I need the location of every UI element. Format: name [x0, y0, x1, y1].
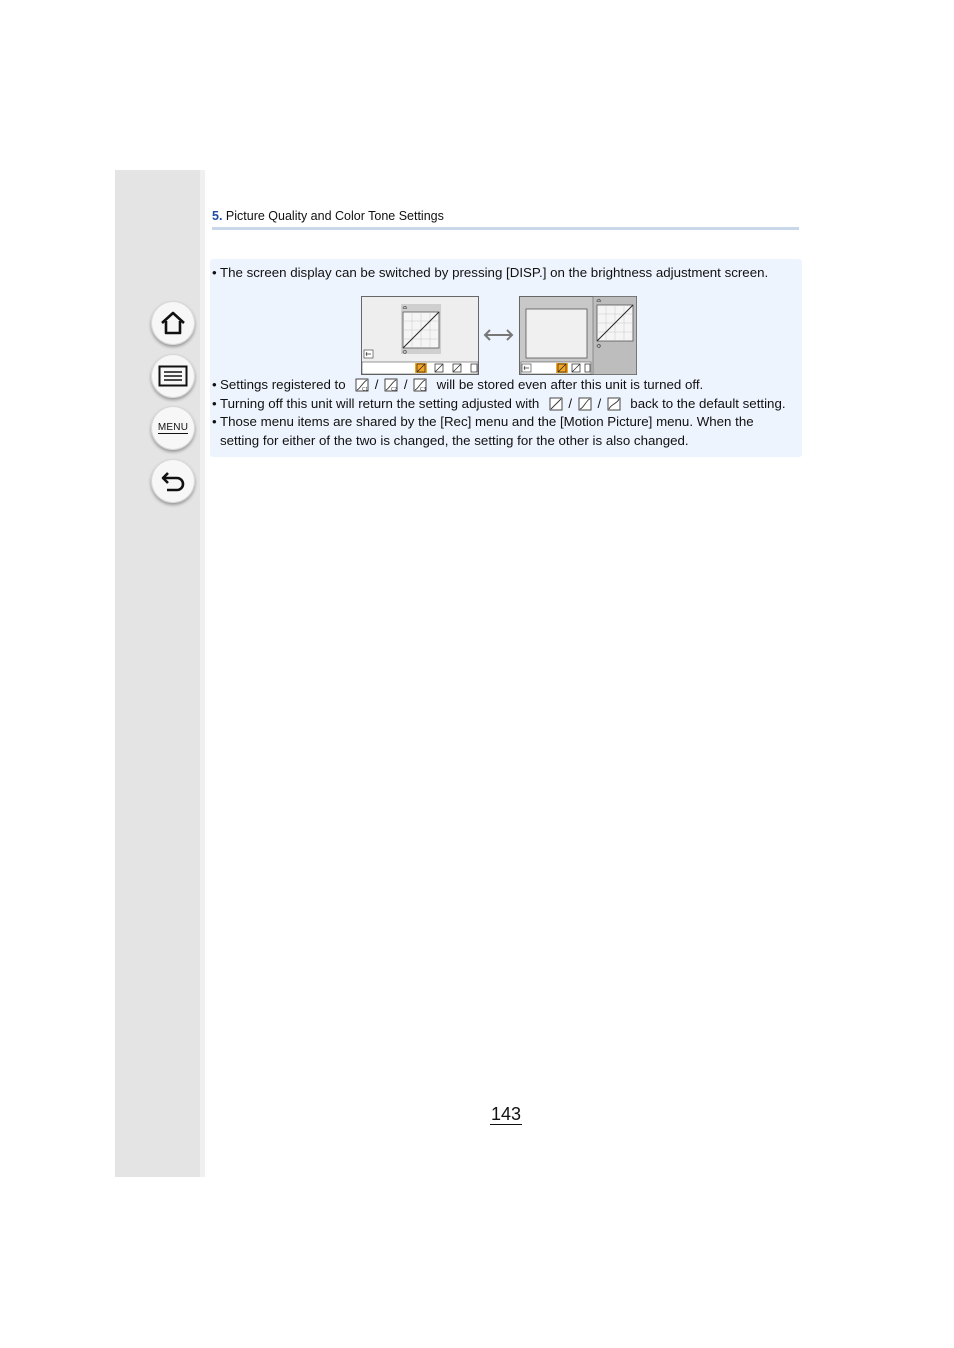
svg-text:C2: C2 [391, 387, 398, 392]
chapter-title: Picture Quality and Color Tone Settings [225, 209, 444, 223]
brightness-adjustment-screen-graph-view [362, 297, 479, 375]
brightness-screen-figure [361, 296, 638, 376]
custom-1-icon [355, 378, 369, 392]
note-text-3a: Turning off this unit will return the setting adjusted with [220, 396, 540, 411]
list-icon [158, 365, 188, 387]
svg-text:≎: ≎ [596, 342, 602, 350]
toc-button[interactable] [151, 354, 195, 398]
linear-curve-icon [549, 397, 563, 411]
svg-text:C3: C3 [420, 387, 427, 392]
menu-label: MENU [157, 421, 189, 433]
s-curve-icon [578, 397, 592, 411]
home-icon [159, 310, 187, 336]
note-text-4: Those menu items are shared by the [Rec] menu and the [Motion Picture] menu. When the [220, 414, 754, 429]
double-arrow-icon [485, 330, 512, 340]
note-line-5 [212, 431, 689, 450]
note-line-3: • Turning off this unit will return the setting adjusted with / / back to the default setting. [212, 396, 786, 411]
note-text-2b: will be stored even after this unit is turned off. [436, 377, 704, 392]
custom-3-icon [413, 378, 427, 392]
separator: / [374, 377, 379, 392]
separator: / [597, 396, 602, 411]
return-arrow-icon [159, 469, 187, 493]
separator: / [568, 396, 573, 411]
note-text-3b: back to the default setting. [630, 396, 786, 411]
menu-button[interactable] [151, 406, 195, 450]
home-button[interactable] [151, 301, 195, 345]
brightness-adjustment-screen-live-view [520, 297, 637, 375]
svg-text:C1: C1 [362, 387, 369, 392]
section-header [212, 209, 799, 223]
note-line-1: • The screen display can be switched by pressing [DISP.] on the brightness adjustment screen. [212, 265, 769, 280]
note-line-4: • Those menu items are shared by the [Rec] menu and the [Motion Picture] menu. When the [212, 414, 754, 429]
svg-text:≏: ≏ [402, 304, 408, 312]
header-rule [212, 227, 799, 230]
chapter-number: 5. [212, 209, 223, 223]
page-number: 143 [490, 1104, 522, 1124]
note-text-1: The screen display can be switched by pressing [DISP.] on the brightness adjustment screen. [220, 265, 769, 280]
note-line-2: • Settings registered to C1 / C2 / C3 will be stored even after this unit is turned off. [212, 377, 704, 392]
svg-text:≎: ≎ [402, 348, 408, 356]
note-text-2a: Settings registered to [220, 377, 346, 392]
separator: / [403, 377, 408, 392]
sidebar-edge [200, 170, 205, 1177]
custom-2-icon [384, 378, 398, 392]
back-button[interactable] [151, 459, 195, 503]
inverse-curve-icon [607, 397, 621, 411]
svg-text:≏: ≏ [596, 297, 602, 305]
note-text-5: setting for either of the two is changed, the setting for the other is also changed. [220, 433, 689, 448]
